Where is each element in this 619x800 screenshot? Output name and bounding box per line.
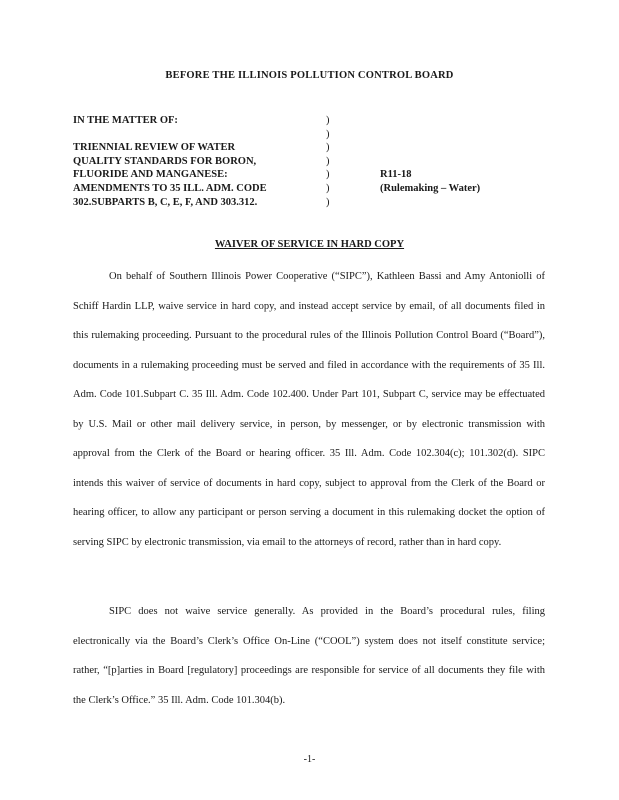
document-heading: WAIVER OF SERVICE IN HARD COPY [214, 239, 405, 250]
caption-docket [380, 168, 480, 195]
body-paragraph: On behalf of Southern Illinois Power Cooperative (“SIPC”), Kathleen Bassi and Amy Antoniolli of Schiff Hardin LLP, waive service in hard copy, and instead accept service by email, of all documents filed in this rulemaking proceeding. Pursuant to the procedural rules of the Illinois Pollution Control Board (“Board”), documents in a rulemaking proceeding must be served and filed in accordance with the requirements of 35 Ill. Adm. Code 101.Subpart C. 35 Ill. Adm. Code 102.400. Under Part 101, Subpart C, service may be effectuated by U.S. Mail or other mail delivery service, in person, by messenger, or by electronic transmission with approval from the Clerk of the Board or hearing officer. 35 Ill. Adm. Code 102.304(c); 101.302(d). SIPC intends this waiver of service of documents in hard copy, subject to approval from the Clerk of the Board or hearing officer, to allow any participant or person serving a document in this rulemaking docket the option of serving SIPC by electronic transmission, via email to the attorneys of record, rather than in hard copy. [73, 271, 545, 548]
caption-paren: ) [326, 128, 330, 140]
caption-paren: ) [326, 142, 330, 154]
docket-number: R11-18 [380, 169, 412, 180]
caption-paren-column [326, 114, 330, 209]
matter-line: AMENDMENTS TO 35 ILL. ADM. CODE [73, 182, 267, 194]
page-number: -1- [303, 754, 316, 765]
caption-paren: ) [326, 115, 330, 126]
matter-line: 302.SUBPARTS B, C, E, F, AND 303.312. [73, 196, 258, 208]
caption-paren: ) [326, 155, 330, 167]
body-paragraph: SIPC does not waive service generally. As provided in the Board’s procedural rules, filing electronically via the Board’s Clerk’s Office On-Line (“COOL”) system does not itself constitute service; rather, “[p]arties in Board [regulatory] proceedings are responsible for service of all documents they file with the Clerk’s Office.” 35 Ill. Adm. Code 101.304(b). [73, 606, 545, 706]
matter-line: TRIENNIAL REVIEW OF WATER [73, 142, 236, 154]
caption-paren: ) [326, 169, 330, 181]
docket-type: (Rulemaking – Water) [380, 182, 481, 194]
board-title: BEFORE THE ILLINOIS POLLUTION CONTROL BOARD [165, 70, 454, 81]
caption-spacer [73, 128, 318, 142]
caption-matter [73, 114, 318, 209]
matter-line: FLUORIDE AND MANGANESE: [73, 169, 228, 181]
caption-paren: ) [326, 182, 330, 194]
caption-paren: ) [326, 196, 330, 208]
matter-label: IN THE MATTER OF: [73, 115, 178, 126]
matter-line: QUALITY STANDARDS FOR BORON, [73, 155, 257, 167]
